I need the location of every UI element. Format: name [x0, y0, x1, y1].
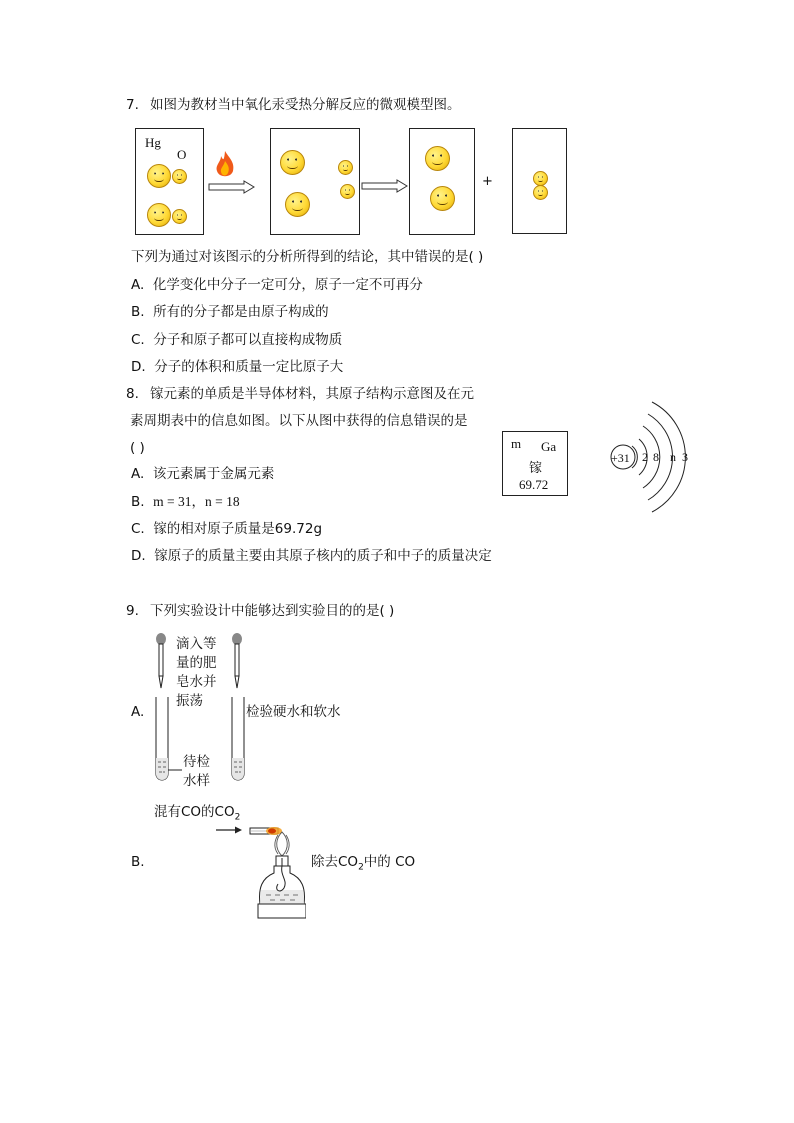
o-atom-icon	[533, 185, 548, 200]
o-atom-icon	[340, 184, 355, 199]
hgo-molecule-box	[135, 128, 204, 235]
option-b-text-post: 中的 CO	[363, 854, 416, 870]
flame-icon	[213, 150, 237, 180]
gas-label-text: 混有CO的CO	[154, 804, 235, 820]
option-key: C.	[131, 521, 145, 537]
option-key: B.	[131, 304, 145, 320]
gas-label-sub: 2	[234, 812, 241, 823]
option-key: D.	[131, 548, 146, 564]
dropper-label	[176, 635, 226, 711]
option-b-sub: 2	[358, 862, 364, 873]
gas-label	[154, 803, 240, 827]
shell-1-label: 2	[642, 450, 648, 464]
q7-option-c[interactable]	[131, 331, 342, 349]
dropper-label-line: 振荡	[176, 693, 203, 709]
test-tube-icon	[229, 696, 247, 784]
q8-option-c[interactable]	[131, 520, 322, 538]
q7-option-a[interactable]	[131, 276, 423, 294]
q9-option-b-text	[311, 853, 415, 877]
o-label: O	[177, 147, 187, 162]
q7-option-d[interactable]	[131, 358, 343, 376]
dropper-icon	[230, 632, 244, 690]
q7-number: 7.	[126, 97, 139, 113]
q9-stem: 下列实验设计中能够达到实验目的的是( )	[150, 603, 395, 619]
sample-label-line: 水样	[183, 773, 210, 789]
o-atom-icon	[172, 169, 187, 184]
option-key: B.	[131, 494, 145, 510]
element-symbol: Ga	[541, 439, 557, 454]
q7-stem: 如图为教材当中氧化汞受热分解反应的微观模型图。	[150, 97, 461, 113]
o-atom-icon	[338, 160, 353, 175]
element-cell	[502, 431, 568, 496]
shell-3-label: n	[670, 450, 676, 464]
option-key: C.	[131, 332, 145, 348]
separate-atoms-box	[270, 128, 360, 235]
hg-atom-icon	[425, 146, 450, 171]
dropper-icon	[154, 632, 168, 690]
nucleus-label: +31	[611, 451, 630, 465]
hg-atom-icon	[430, 186, 455, 211]
q8-option-b[interactable]	[131, 493, 240, 511]
option-text: 分子的体积和质量一定比原子大	[154, 359, 344, 375]
option-key: A.	[131, 466, 145, 482]
element-m: m	[511, 436, 522, 451]
q9-option-a-text: 检验硬水和软水	[246, 704, 341, 720]
q7-question: 下列为通过对该图示的分析所得到的结论，其中错误的是( )	[131, 249, 484, 265]
option-text: 该元素属于金属元素	[152, 466, 275, 482]
shell-2-label: 8	[653, 450, 659, 464]
option-text: 镓原子的质量主要由其原子核内的质子和中子的质量决定	[154, 548, 492, 564]
option-text: 所有的分子都是由原子构成的	[153, 304, 329, 320]
option-key: D.	[131, 359, 146, 375]
element-name: 镓	[529, 461, 543, 476]
o-atom-icon	[172, 209, 187, 224]
q8-option-a[interactable]	[131, 465, 274, 483]
dropper-label-line: 量的肥	[176, 655, 217, 671]
q8-number: 8.	[126, 386, 139, 402]
arrow-icon	[361, 179, 409, 193]
dropper-label-line: 皂水并	[176, 674, 217, 690]
q8-option-d[interactable]	[131, 547, 492, 565]
q7-option-b[interactable]	[131, 303, 329, 321]
shell-4-label: 3	[682, 450, 688, 464]
flow-arrow-icon	[216, 825, 242, 835]
o2-molecule-box	[512, 128, 567, 234]
option-text: 分子和原子都可以直接构成物质	[153, 332, 343, 348]
arrow-icon	[208, 180, 256, 194]
option-text: 化学变化中分子一定可分，原子一定不可再分	[152, 277, 423, 293]
hg-atom-icon	[285, 192, 310, 217]
sample-label	[183, 753, 210, 791]
pointer-line	[168, 768, 182, 772]
q9-option-a-key[interactable]: A.	[131, 704, 145, 720]
o-atom-icon	[533, 171, 548, 186]
q9-number: 9.	[126, 603, 139, 619]
q8-stem-line3: ( )	[130, 440, 145, 456]
hg-atom-icon	[280, 150, 305, 175]
q8-stem-line1: 镓元素的单质是半导体材料，其原子结构示意图及在元	[150, 386, 474, 402]
hg-atom-icon	[147, 164, 171, 188]
alcohol-lamp-icon	[244, 818, 306, 920]
hg-atom-icon	[147, 203, 171, 227]
dropper-label-line: 滴入等	[176, 636, 217, 652]
hg-label: Hg	[145, 135, 161, 150]
hg-atoms-box	[409, 128, 475, 235]
q8-stem-line2: 素周期表中的信息如图。以下从图中获得的信息错误的是	[130, 413, 468, 429]
q9-option-b-key[interactable]: B.	[131, 854, 145, 870]
element-mass: 69.72	[519, 477, 549, 492]
option-b-text-pre: 除去CO	[311, 854, 359, 870]
option-text: m = 31，n = 18	[153, 494, 240, 509]
option-text: 镓的相对原子质量是69.72g	[153, 521, 323, 537]
option-key: A.	[131, 277, 145, 293]
sample-label-line: 待检	[183, 754, 210, 770]
plus-sign: +	[482, 174, 493, 189]
